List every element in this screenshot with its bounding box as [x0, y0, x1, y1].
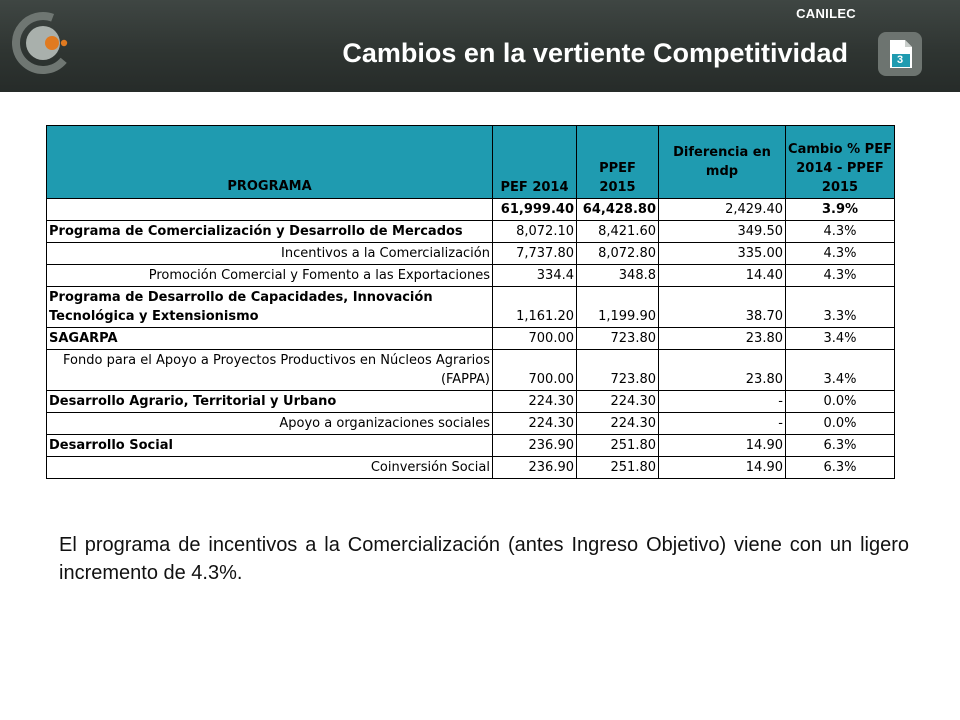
- page-badge: [872, 30, 928, 78]
- cell-diferencia: 335.00: [659, 243, 786, 265]
- row-label: SAGARPA: [47, 328, 493, 350]
- cell-pef-2014: 236.90: [493, 457, 577, 479]
- table-row: [47, 328, 895, 350]
- row-label: Desarrollo Agrario, Territorial y Urbano: [47, 391, 493, 413]
- cell-diferencia: -: [659, 413, 786, 435]
- summary-note: El programa de incentivos a la Comercialización (antes Ingreso Objetivo) viene con un ligero incremento de 4.3%.: [59, 534, 909, 584]
- cell-ppef-2015: 224.30: [577, 391, 659, 413]
- org-name: CANILEC: [796, 6, 856, 21]
- cell-cambio: 3.4%: [786, 328, 895, 350]
- title-bar: [0, 0, 960, 92]
- cell-ppef-2015: 348.8: [577, 265, 659, 287]
- cell-ppef-2015: 224.30: [577, 413, 659, 435]
- row-label: Apoyo a organizaciones sociales: [47, 413, 493, 435]
- table-row: [47, 287, 895, 328]
- cell-pef-2014: 7,737.80: [493, 243, 577, 265]
- cell-ppef-2015: 8,421.60: [577, 221, 659, 243]
- table-row: [47, 221, 895, 243]
- cell-cambio: 3.3%: [786, 287, 895, 328]
- slide-number: 3: [896, 54, 904, 66]
- cell-ppef-2015: 723.80: [577, 350, 659, 391]
- cell-diferencia: -: [659, 391, 786, 413]
- cell-cambio: 3.4%: [786, 350, 895, 391]
- cell-pef-2014: 8,072.10: [493, 221, 577, 243]
- row-label: Coinversión Social: [47, 457, 493, 479]
- cell-cambio: 0.0%: [786, 413, 895, 435]
- cell-diferencia: 14.90: [659, 435, 786, 457]
- header-ppef-2015: PPEF 2015: [577, 126, 659, 199]
- canilec-logo-icon: [12, 10, 74, 76]
- header-pef-2014: PEF 2014: [493, 126, 577, 199]
- cell-pef-2014: 700.00: [493, 328, 577, 350]
- header-cambio: Cambio % PEF 2014 - PPEF 2015: [786, 126, 895, 199]
- cell-ppef-2015: 723.80: [577, 328, 659, 350]
- table-row: [47, 243, 895, 265]
- table-row: [47, 265, 895, 287]
- table-row: [47, 350, 895, 391]
- cell-diferencia: 23.80: [659, 350, 786, 391]
- budget-table: [46, 125, 895, 479]
- table-row: [47, 457, 895, 479]
- cell-cambio: 6.3%: [786, 457, 895, 479]
- table-row: [47, 391, 895, 413]
- header-programa: PROGRAMA: [47, 126, 493, 199]
- cell-cambio: 4.3%: [786, 221, 895, 243]
- cell-diferencia: 14.90: [659, 457, 786, 479]
- cell-ppef-2015: 8,072.80: [577, 243, 659, 265]
- header-diferencia: Diferencia en mdp: [659, 126, 786, 199]
- cell-ppef-2015: 64,428.80: [577, 199, 659, 221]
- cell-diferencia: 14.40: [659, 265, 786, 287]
- page-title: Cambios en la vertiente Competitividad: [342, 38, 848, 68]
- cell-diferencia: 349.50: [659, 221, 786, 243]
- row-label: Incentivos a la Comercialización: [47, 243, 493, 265]
- cell-pef-2014: 61,999.40: [493, 199, 577, 221]
- cell-cambio: 4.3%: [786, 243, 895, 265]
- cell-pef-2014: 1,161.20: [493, 287, 577, 328]
- table-row: [47, 435, 895, 457]
- table-row: [47, 413, 895, 435]
- row-label: Programa de Desarrollo de Capacidades, Innovación Tecnológica y Extensionismo: [47, 287, 493, 328]
- cell-cambio: 6.3%: [786, 435, 895, 457]
- cell-diferencia: 2,429.40: [659, 199, 786, 221]
- cell-cambio: 4.3%: [786, 265, 895, 287]
- cell-pef-2014: 700.00: [493, 350, 577, 391]
- cell-ppef-2015: 251.80: [577, 435, 659, 457]
- row-label: Fondo para el Apoyo a Proyectos Productivos en Núcleos Agrarios (FAPPA): [47, 350, 493, 391]
- row-label: Promoción Comercial y Fomento a las Exportaciones: [47, 265, 493, 287]
- cell-pef-2014: 236.90: [493, 435, 577, 457]
- cell-pef-2014: 224.30: [493, 391, 577, 413]
- table-row-total: [47, 199, 895, 221]
- row-label: Desarrollo Social: [47, 435, 493, 457]
- cell-diferencia: 23.80: [659, 328, 786, 350]
- cell-ppef-2015: 251.80: [577, 457, 659, 479]
- cell-diferencia: 38.70: [659, 287, 786, 328]
- cell-pef-2014: 224.30: [493, 413, 577, 435]
- row-label: [47, 199, 493, 221]
- cell-pef-2014: 334.4: [493, 265, 577, 287]
- cell-ppef-2015: 1,199.90: [577, 287, 659, 328]
- table-header-row: [47, 126, 895, 199]
- cell-cambio: 3.9%: [786, 199, 895, 221]
- cell-cambio: 0.0%: [786, 391, 895, 413]
- row-label: Programa de Comercialización y Desarrollo de Mercados: [47, 221, 493, 243]
